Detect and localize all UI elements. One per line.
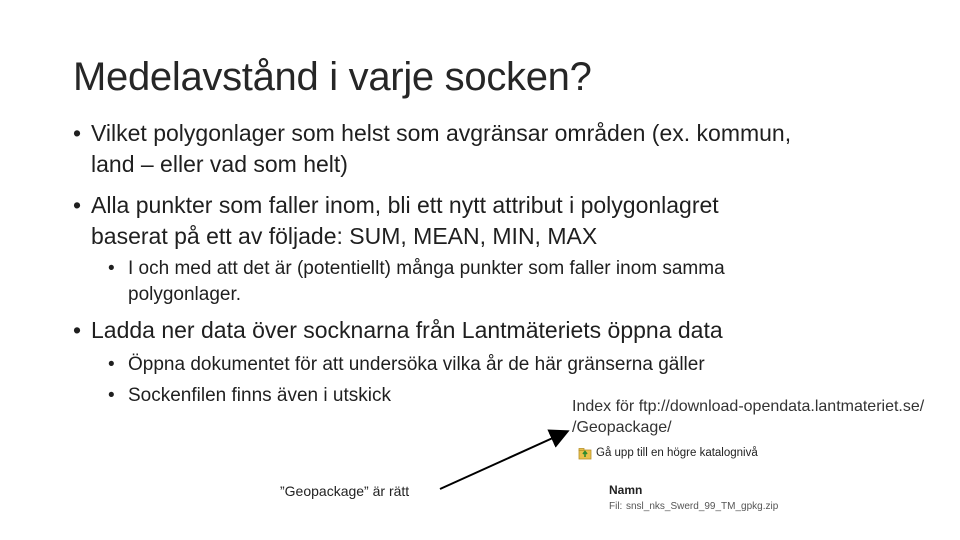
bullet-marker: • xyxy=(73,120,82,146)
bullet-text: Vilket polygonlager som helst som avgränsar områden (ex. kommun, xyxy=(91,120,792,146)
sub-bullet-text-cont: polygonlager. xyxy=(128,284,242,305)
file-label: Fil: xyxy=(609,501,623,512)
bullet-marker: • xyxy=(108,385,115,406)
ftp-index-heading: Index för ftp://download-opendata.lantmateriet.se/ xyxy=(572,398,925,415)
bullet-marker: • xyxy=(73,192,82,218)
arrow-caption: ”Geopackage” är rätt xyxy=(280,483,410,499)
bullet-text-cont: land – eller vad som helt) xyxy=(91,151,348,177)
bullet-marker: • xyxy=(73,317,82,343)
bullet-marker: • xyxy=(108,354,115,375)
bullet-text: Alla punkter som faller inom, bli ett nytt attribut i polygonlagret xyxy=(91,192,719,218)
sub-bullet-text: Sockenfilen finns även i utskick xyxy=(128,385,391,406)
bullet-text: Ladda ner data över socknarna från Lantmäteriets öppna data xyxy=(91,317,723,343)
bullet-text-cont: baserat på ett av följade: SUM, MEAN, MIN, MAX xyxy=(91,223,598,249)
sub-bullet-text: I och med att det är (potentiellt) många punkter som faller inom samma xyxy=(128,258,725,279)
parent-directory-link[interactable]: Gå upp till en högre katalognivå xyxy=(596,447,758,459)
bullet-marker: • xyxy=(108,258,115,279)
ftp-index-heading-path: /Geopackage/ xyxy=(572,419,672,436)
file-link[interactable]: snsl_nks_Swerd_99_TM_gpkg.zip xyxy=(626,501,779,512)
slide-title: Medelavstånd i varje socken? xyxy=(73,55,592,99)
sub-bullet-text: Öppna dokumentet för att undersöka vilka år de här gränserna gäller xyxy=(128,354,705,375)
column-header-name: Namn xyxy=(609,483,643,497)
